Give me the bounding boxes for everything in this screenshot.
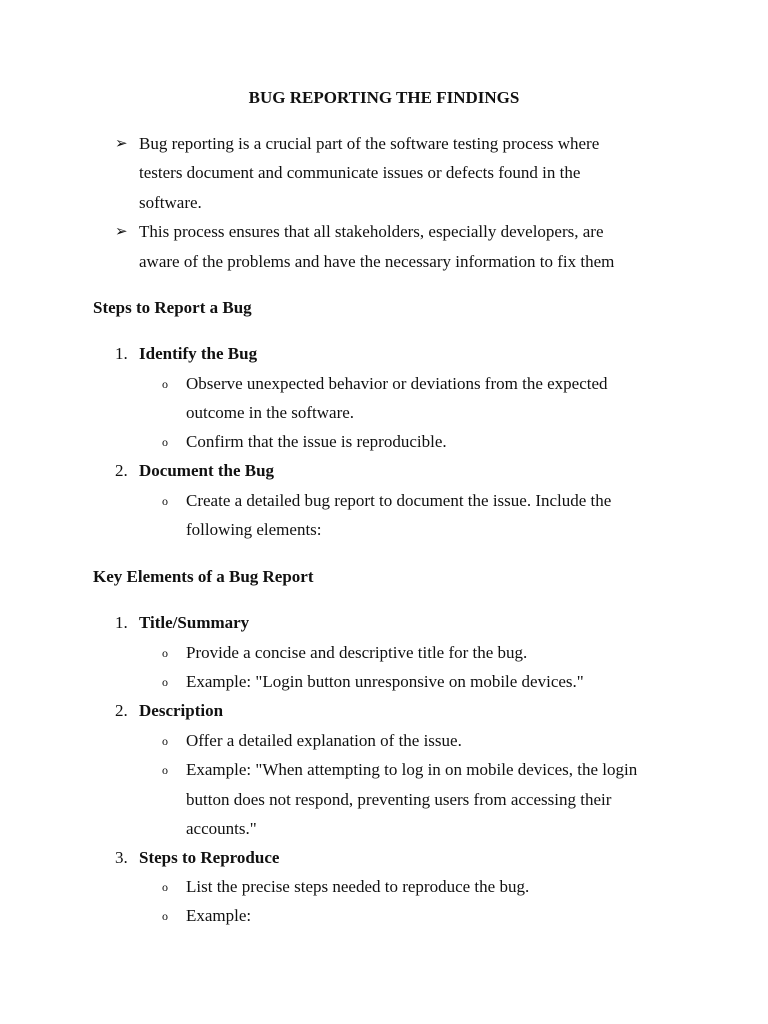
list-number: 2. — [115, 461, 128, 480]
list-item-label: Title/Summary — [139, 613, 250, 632]
circle-bullet-icon: o — [162, 880, 168, 894]
sub-item-line: button does not respond, preventing users from accessing their — [186, 790, 612, 809]
arrow-bullet-icon: ➢ — [115, 136, 128, 152]
intro-bullet-2-line-1: This process ensures that all stakeholders, especially developers, are — [139, 222, 604, 241]
sub-item-line: following elements: — [186, 520, 322, 539]
intro-bullet-1-line-3: software. — [139, 193, 202, 212]
list-item-label: Document the Bug — [139, 461, 275, 480]
sub-item-line: Example: "Login button unresponsive on mobile devices." — [186, 672, 584, 691]
page-title: BUG REPORTING THE FINDINGS — [248, 88, 520, 107]
sub-item-line: outcome in the software. — [186, 403, 355, 422]
circle-bullet-icon: o — [162, 734, 168, 748]
intro-bullet-2-line-2: aware of the problems and have the necessary information to fix them — [139, 252, 615, 271]
sub-item-line: Offer a detailed explanation of the issue. — [186, 731, 462, 750]
circle-bullet-icon: o — [162, 646, 168, 660]
circle-bullet-icon: o — [162, 377, 168, 391]
list-number: 2. — [115, 701, 128, 720]
list-item-label: Steps to Reproduce — [139, 848, 280, 867]
circle-bullet-icon: o — [162, 763, 168, 777]
circle-bullet-icon: o — [162, 675, 168, 689]
sub-item-line: Provide a concise and descriptive title for the bug. — [186, 643, 528, 662]
arrow-bullet-icon: ➢ — [115, 224, 128, 240]
list-item-label: Description — [139, 701, 224, 720]
list-item-label: Identify the Bug — [139, 344, 258, 363]
circle-bullet-icon: o — [162, 435, 168, 449]
list-number: 1. — [115, 344, 128, 363]
sub-item-line: Observe unexpected behavior or deviations from the expected — [186, 374, 608, 393]
list-number: 3. — [115, 848, 128, 867]
sub-item-line: Example: — [186, 906, 252, 925]
sub-item-line: List the precise steps needed to reproduce the bug. — [186, 877, 530, 896]
circle-bullet-icon: o — [162, 909, 168, 923]
sub-item-line: accounts." — [186, 819, 257, 838]
section-heading-key-elements: Key Elements of a Bug Report — [93, 567, 314, 586]
sub-item-line: Confirm that the issue is reproducible. — [186, 432, 447, 451]
sub-item-line: Create a detailed bug report to document the issue. Include the — [186, 491, 612, 510]
sub-item-line: Example: "When attempting to log in on mobile devices, the login — [186, 760, 638, 779]
circle-bullet-icon: o — [162, 494, 168, 508]
section-heading-steps: Steps to Report a Bug — [93, 298, 252, 317]
list-number: 1. — [115, 613, 128, 632]
intro-bullet-1-line-1: Bug reporting is a crucial part of the software testing process where — [139, 134, 600, 153]
intro-bullet-1-line-2: testers document and communicate issues or defects found in the — [139, 163, 581, 182]
